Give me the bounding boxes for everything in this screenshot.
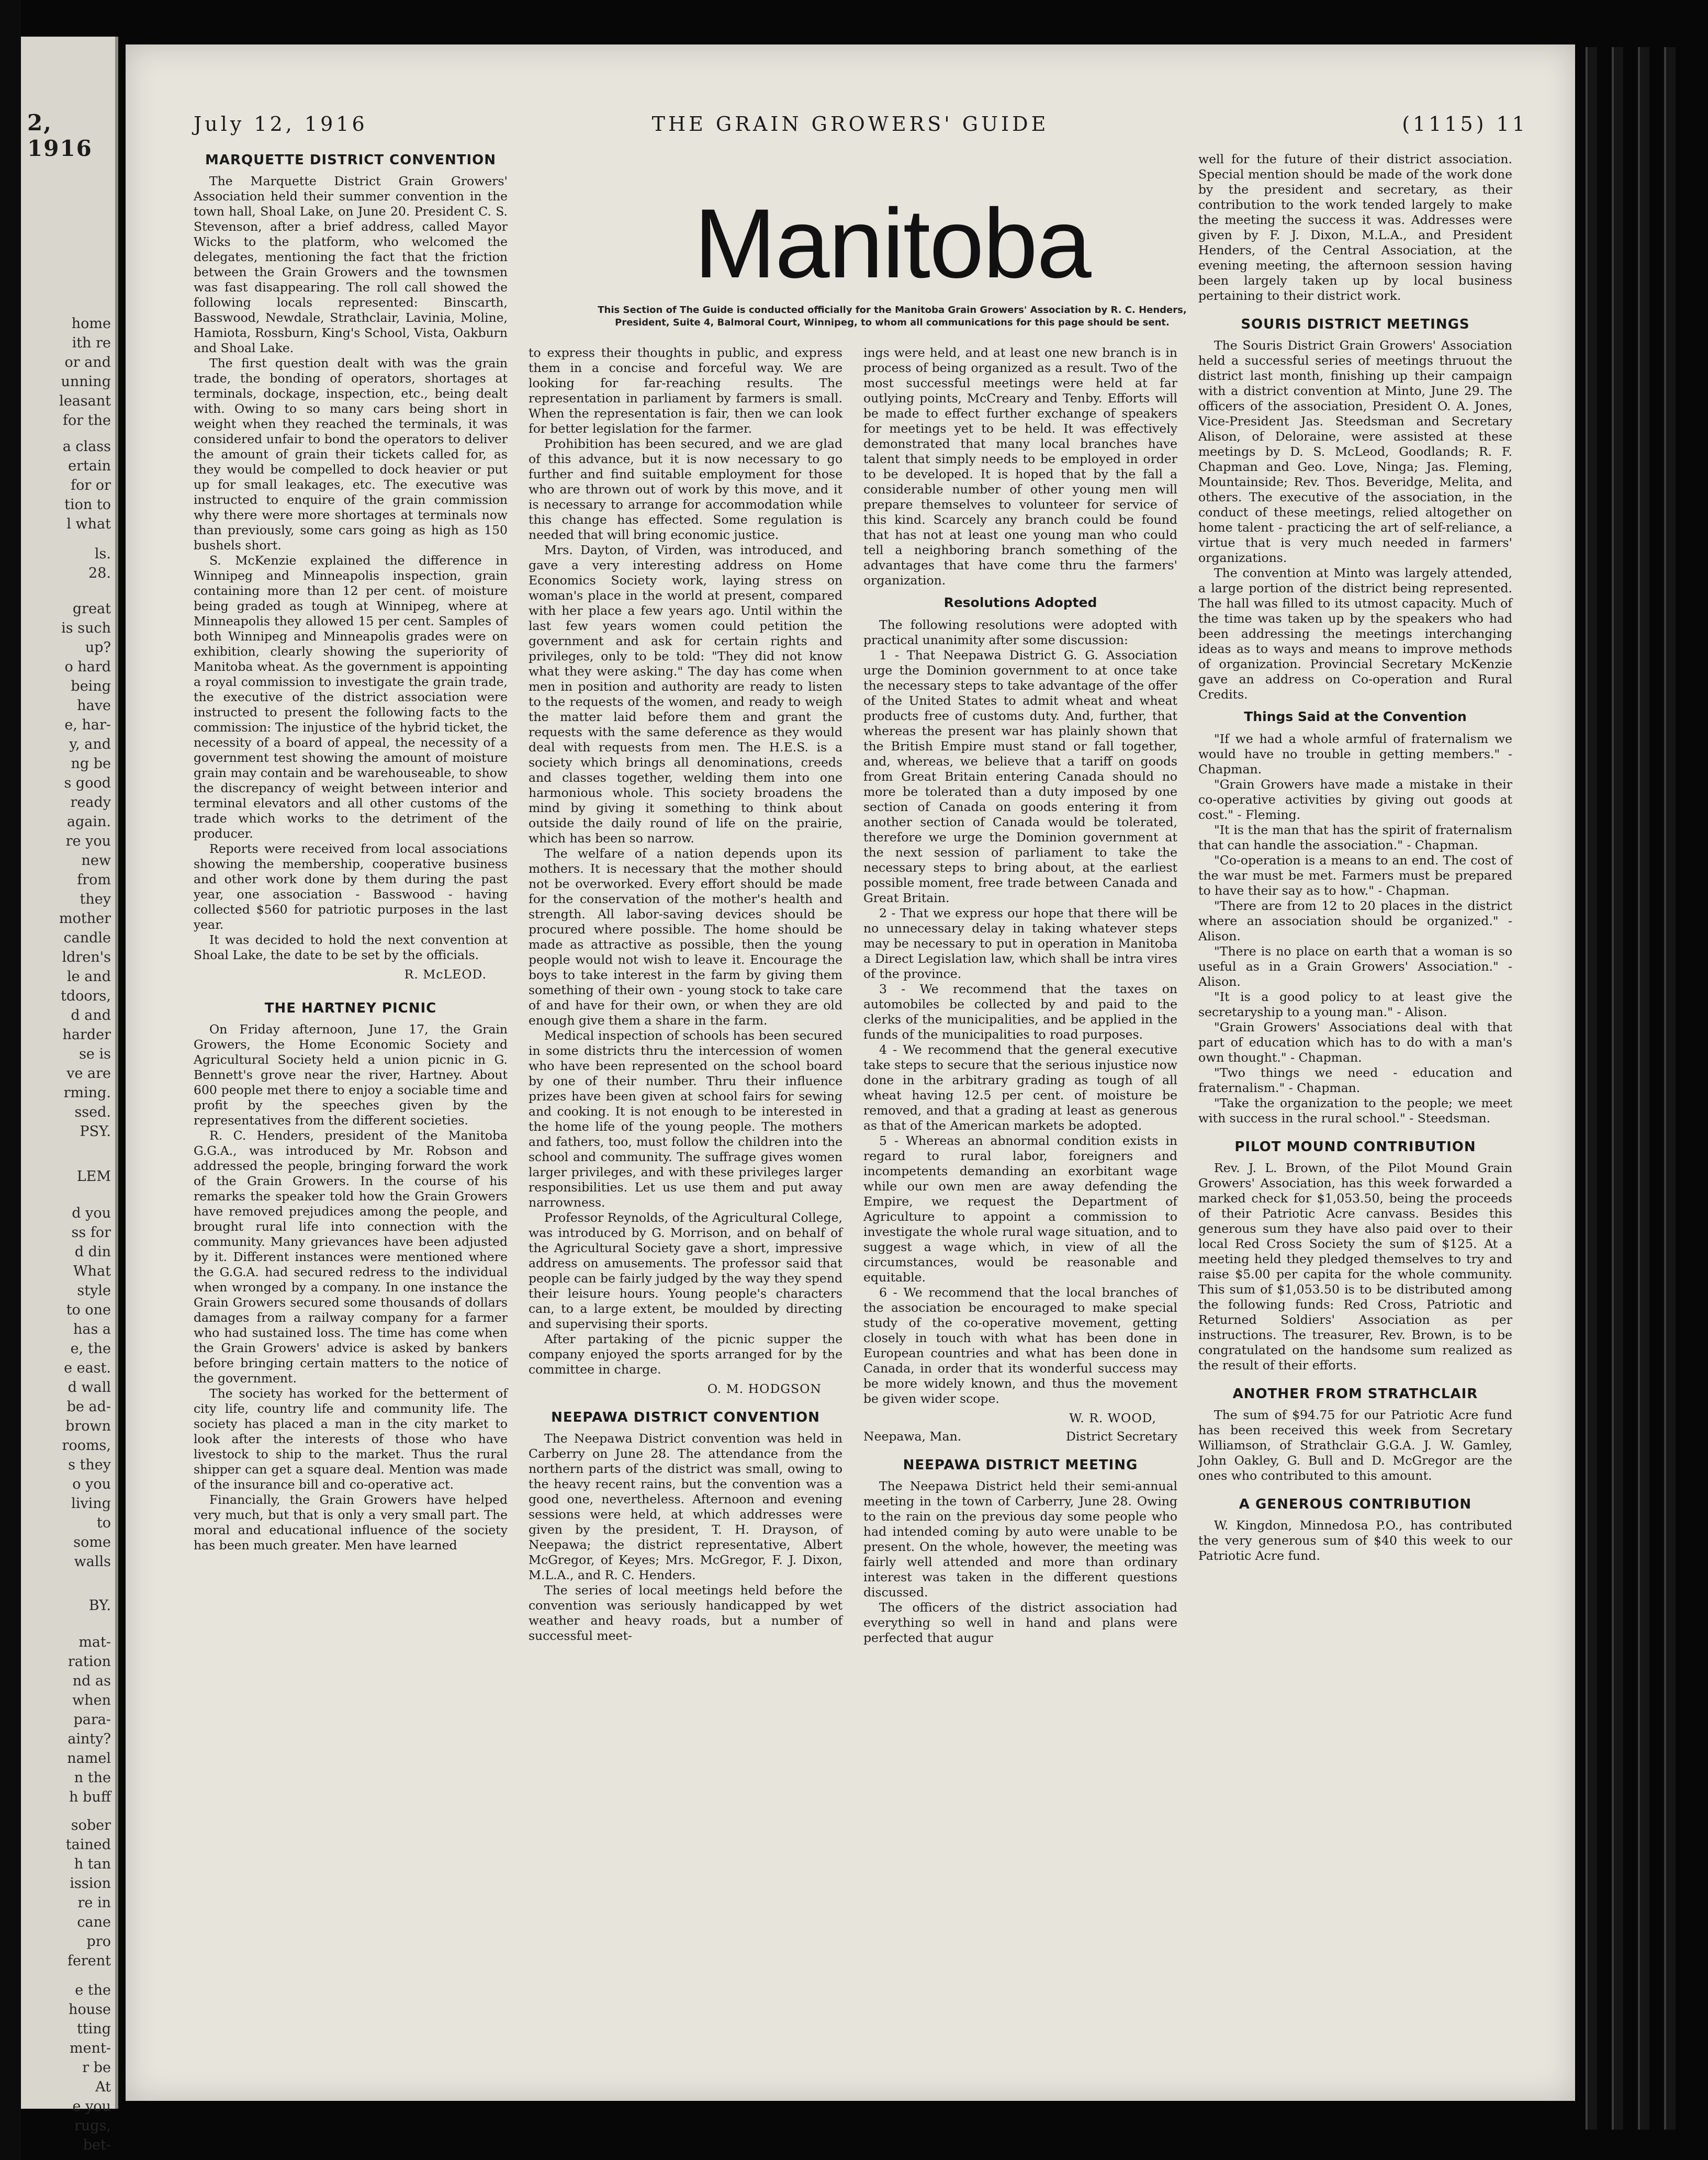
previous-page-line: ve are [66, 1065, 111, 1082]
paragraph: The sum of $94.75 for our Patriotic Acre fund has been received this week from Secretary Williamson, of Strathclair G.G.A. J. W. Gamley, John Oakley, G. Bull and D. McGregor are the ones who contributed to this amount. [1198, 1408, 1512, 1483]
previous-page-line: house [69, 2001, 111, 2018]
previous-page-line: pro [86, 1933, 111, 1950]
article-heading: A GENEROUS CONTRIBUTION [1239, 1497, 1472, 1512]
paragraph: Rev. J. L. Brown, of the Pilot Mound Grain Growers' Association, has this week forwarded a marked check for $1,053.50, being the proceeds of their Patriotic Acre canvass. Besides this generous sum they have also paid over to their local Red Cross Society the sum of $125. At a meeting held they pledged themselves to try and raise $5.00 per capita for the whole community. This sum of $1,053.50 is to be distributed among the following funds: Red Cross, Patriotic and Returned Soldiers' Association as per instructions. The treasurer, Rev. Brown, is to be congratulated on the handsome sum realized as the result of their efforts. [1198, 1161, 1512, 1372]
article-heading: NEEPAWA DISTRICT CONVENTION [551, 1410, 820, 1425]
section-title: Manitoba [694, 188, 1091, 298]
paragraph: "Take the organization to the people; we meet with success in the rural school." - Steedsman. [1198, 1096, 1512, 1126]
previous-page-line: o hard [64, 659, 111, 675]
page-number: (1115) 11 [1402, 113, 1528, 136]
previous-page-line: ls. [94, 546, 111, 562]
previous-page-line: some [73, 1534, 111, 1550]
previous-page-line: o you [72, 1476, 111, 1492]
previous-page-line: home [71, 316, 111, 332]
article-body [194, 1022, 508, 1553]
previous-page-line: ssed. [74, 1104, 111, 1120]
previous-page-line: being [71, 678, 111, 694]
previous-page-line: y, and [69, 736, 111, 752]
previous-page-line: up? [85, 639, 111, 656]
previous-page-line: se is [79, 1046, 111, 1062]
previous-page-line: ainty? [68, 1731, 111, 1747]
previous-page-line: for or [71, 477, 111, 493]
paragraph: Professor Reynolds, of the Agricultural College, was introduced by G. Morrison, and on behalf of the Agricultural Society gave a short, impressive address on amusements. The professor said that people can be fairly judged by the way they spend their leisure hours. Young people's characters can, to a large extent, be moulded by directing and supervising their sports. [529, 1210, 842, 1331]
previous-page-line: r be [82, 2060, 111, 2076]
previous-page-line: What [73, 1263, 111, 1279]
previous-page-line: again. [66, 814, 111, 830]
article-body [529, 1431, 842, 1644]
previous-page-line: re you [65, 833, 111, 849]
paragraph: 5 - Whereas an abnormal condition exists in regard to rural labor, foreigners and incompetents demanding an exorbitant wage while our own men are away defending the Empire, we request the Department of Agriculture to appoint a commission to investigate the whole rural wage situation, and to suggest a wage which, in view of all the circumstances, would be reasonable and equitable. [863, 1133, 1177, 1285]
previous-page-line: l what [66, 516, 111, 532]
publication-name: THE GRAIN GROWERS' GUIDE [651, 113, 1049, 136]
previous-page-line: rming. [63, 1085, 111, 1101]
article-body [1198, 338, 1512, 702]
previous-page-line: to [96, 1515, 111, 1531]
previous-page-line: ss for [71, 1224, 111, 1241]
section-masthead [539, 188, 1245, 329]
previous-page-line: BY. [88, 1598, 111, 1614]
paragraph: ings were held, and at least one new branch is in process of being organized as a result. Two of the most successful meetings were held at far outlying points, McCreary and Tenby. Efforts will be made to effect further exchange of speakers for meetings yet to be held. It was effectively demonstrated that many local branches have talent that simply needs to be employed in order to be developed. It is hoped that by the fall a considerable number of other young men will prepare themselves to volunteer for service of this kind. Scarcely any branch could be found that has not at least one young man who could tell a neighboring branch something of the advantages that have come thru the farmers' organization. [863, 345, 1177, 588]
previous-page-line: le and [67, 969, 111, 985]
previous-page-line: nd as [72, 1673, 111, 1689]
previous-page-line: style [77, 1282, 111, 1299]
previous-page-line: d din [74, 1244, 111, 1260]
previous-page-line: para- [73, 1712, 111, 1728]
previous-page-line: tion to [64, 497, 111, 513]
issue-date: July 12, 1916 [194, 113, 368, 136]
paragraph: Medical inspection of schools has been secured in some districts thru the intercession of women who have been represented on the school board by one of their number. Thru their influence prizes have been given at school fairs for sewing and cooking. It is not enough to be interested in the home life of the young people. The mothers and fathers, too, must follow the children into the school and community. The suffrage gives women larger privileges, and with these privileges larger responsibilities. Let us use them and put away narrowness. [529, 1028, 842, 1210]
section-note: This Section of The Guide is conducted officially for the Manitoba Grain Growers' Association by R. C. Henders, President, Suite 4, Balmoral Court, Winnipeg, to whom all communications for this page should be sent. [598, 305, 1187, 328]
previous-page-line: LEM [76, 1168, 111, 1185]
scan-edge [0, 0, 21, 2160]
paragraph: It was decided to hold the next convention at Shoal Lake, the date to be set by the officials. [194, 932, 508, 962]
paragraph: "It is a good policy to at least give the secretaryship to a young man." - Alison. [1198, 989, 1512, 1019]
previous-page-line: d you [72, 1205, 111, 1221]
paragraph: The following resolutions were adopted with practical unanimity after some discussion: [863, 617, 1177, 647]
previous-page-line: walls [74, 1554, 111, 1570]
previous-page-line: d and [71, 1007, 111, 1023]
article-body [863, 1479, 1177, 1646]
column-1 [194, 152, 508, 1553]
article-heading: THE HARTNEY PICNIC [264, 1000, 437, 1016]
column-2 [529, 345, 842, 1644]
paragraph: The Souris District Grain Growers' Association held a successful series of meetings thruout the district last month, finishing up their campaign with a district convention at Minto, June 29. The officers of the association, President O. A. Jones, Vice-President Jas. Steedsman and Secretary Alison, of Deloraine, were assisted at these meetings by D. S. McLeod, Goodlands; R. F. Chapman and Geo. Love, Ninga; Jas. Fleming, Mountainside; Rev. Thos. Beveridge, Melita, and others. The executive of the association, in the conduct of these meetings, relied altogether on home talent - practicing the art of self-reliance, a virtue that is very much needed in farmers' organizations. [1198, 338, 1512, 565]
previous-page-line: new [81, 852, 111, 869]
previous-page-line: h buff [69, 1789, 111, 1805]
running-head [126, 113, 1575, 144]
signature-details [863, 1429, 1177, 1444]
previous-page-line: PSY. [80, 1123, 111, 1140]
previous-page-line: sober [71, 1817, 111, 1833]
article-body [194, 174, 508, 963]
article-signature: R. McLEOD. [404, 967, 487, 982]
article-heading: ANOTHER FROM STRATHCLAIR [1232, 1386, 1478, 1402]
page-stack-edge [1580, 47, 1701, 2130]
paragraph: "Co-operation is a means to an end. The cost of the war must be met. Farmers must be prepared to have their say as to how." - Chapman. [1198, 853, 1512, 898]
article-subheading: Resolutions Adopted [943, 595, 1097, 610]
paragraph: 3 - We recommend that the taxes on automobiles be collected by and paid to the clerks of the municipalities, and be applied in the funds of the municipalities to road purposes. [863, 982, 1177, 1042]
previous-page-line: when [72, 1692, 111, 1708]
previous-page-line: be ad- [66, 1399, 111, 1415]
previous-page-line: rooms, [62, 1437, 111, 1454]
paragraph: "Grain Growers' Associations deal with that part of education which has to do with a man's own thought." - Chapman. [1198, 1020, 1512, 1065]
previous-page-line: 28. [88, 565, 111, 581]
previous-page-line: brown [65, 1418, 111, 1434]
paragraph: S. McKenzie explained the difference in Winnipeg and Minneapolis inspection, grain containing more than 12 per cent. of moisture being graded as tough at Winnipeg, where at Minneapolis they allowed 15 per cent. Samples of both Winnipeg and Minneapolis grades were on exhibition, clearly showing the superiority of Manitoba wheat. As the government is appointing a royal commission to investigate the grain trade, the executive of the district association were instructed to present the following facts to the commission: The injustice of the hybrid ticket, the necessity of a board of appeal, the necessity of a government test showing the amount of moisture grain may contain and be warehouseable, to show the discrepancy of weight between interior and terminal elevators and all other customs of the trade which works to the detriment of the producer. [194, 553, 508, 841]
paragraph: The Neepawa District convention was held in Carberry on June 28. The attendance from the northern parts of the district was small, owing to the heavy recent rains, but the convention was a good one, nevertheless. Afternoon and evening sessions were held, at which addresses were given by the president, T. H. Drayson, of Neepawa; the district representative, Albert McGregor, of Keyes; Mrs. McGregor, F. J. Dixon, M.L.A., and R. C. Henders. [529, 1431, 842, 1582]
paragraph: W. Kingdon, Minnedosa P.O., has contributed the very generous sum of $40 this week to our Patriotic Acre fund. [1198, 1518, 1512, 1563]
paragraph: The convention at Minto was largely attended, a large portion of the district being represented. The hall was filled to its utmost capacity. Much of the time was taken up by the speakers who had been addressing the meetings interchanging ideas as to ways and means to improve methods of organization. Provincial Secretary McKenzie gave an address on Co-operation and Rural Credits. [1198, 566, 1512, 702]
paragraph: 6 - We recommend that the local branches of the association be encouraged to make special study of the co-operative movement, getting closely in touch with what has been done in European countries and what has been done in Canada, in order that its wonderful success may be more widely known, and thus the movement be given wider scope. [863, 1285, 1177, 1406]
previous-page-line: ferent [67, 1953, 111, 1969]
article-signature: O. M. HODGSON [707, 1381, 822, 1396]
paragraph: The society has worked for the betterment of city life, country life and community life. The society has placed a man in the city market to look after the interests of those who have livestock to ship to the market. Thus the rural shipper can get a square deal. Mention was made of the insurance bill and co-operative act. [194, 1386, 508, 1492]
previous-page-line: is such [61, 620, 111, 636]
previous-page-line: n the [74, 1770, 111, 1786]
article-heading: NEEPAWA DISTRICT MEETING [903, 1457, 1138, 1473]
signature-role: District Secretary [1066, 1429, 1177, 1444]
article-heading: SOURIS DISTRICT MEETINGS [1241, 317, 1470, 332]
previous-page-line: from [77, 872, 111, 888]
previous-page-line: a class [62, 438, 111, 455]
previous-page-line: mat- [78, 1634, 111, 1650]
paragraph: The first question dealt with was the grain trade, the bonding of operators, shortages at terminals, dockage, inspection, etc., being dealt with. Owing to so many cars being short in weight when they reached the terminals, it was considered unfair to bond the operators to deliver the amount of grain their tickets called for, as they would be compelled to dock heavier or put up for small leakages, etc. The executive was instructed to enquire of the grain commission why there were more shortages at terminals now than previously, some cars going as high as 150 bushels short. [194, 356, 508, 553]
previous-page-line: ready [70, 794, 111, 811]
previous-page-line: living [71, 1495, 111, 1512]
previous-page-line: e the [75, 1982, 111, 1998]
previous-page-line: s they [68, 1457, 111, 1473]
previous-page-line: re in [77, 1895, 111, 1911]
previous-page-line: tting [76, 2021, 111, 2037]
article-heading: PILOT MOUND CONTRIBUTION [1234, 1139, 1476, 1155]
previous-page-line: ment- [70, 2040, 111, 2056]
paragraph: Prohibition has been secured, and we are glad of this advance, but it is now necessary to go further and find suitable employment for those who are thrown out of work by this move, and it is necessary to arrange for accommodation while this change has effected. Some regulation is needed that will bring economic justice. [529, 436, 842, 542]
paragraph: On Friday afternoon, June 17, the Grain Growers, the Home Economic Society and Agricultural Society held a union picnic in G. Bennett's grove near the river, Hartney. About 600 people met there to enjoy a sociable time and profit by the speeches given by the representatives from the different societies. [194, 1022, 508, 1128]
previous-page-line: candle [63, 930, 111, 946]
paragraph: "Two things we need - education and fraternalism." - Chapman. [1198, 1065, 1512, 1095]
previous-page-line: e, the [70, 1341, 111, 1357]
paragraph: The series of local meetings held before the convention was seriously handicapped by wet weather and heavy roads, but a number of successful meet- [529, 1583, 842, 1643]
paragraph: 4 - We recommend that the general executive take steps to secure that the serious injustice now done in the arbitrary grading as tough of all wheat having 12.5 per cent. of moisture be removed, and that a grading at least as generous as that of the American markets be adopted. [863, 1042, 1178, 1133]
article-body [863, 345, 1177, 588]
paragraph: 2 - That we express our hope that there will be no unnecessary delay in taking whatever steps may be necessary to put in operation in Manitoba a Direct Legislation law, which shall be intra vires of the province. [863, 906, 1177, 981]
previous-page-line: tdoors, [61, 988, 111, 1004]
paragraph: Reports were received from local associations showing the membership, cooperative business and other work done by them during the past year, one association - Basswood - having collected $560 for patriotic purposes in the last year. [194, 841, 508, 932]
previous-page-line: great [72, 601, 111, 617]
article-body [1198, 732, 1512, 1126]
previous-page-line: ration [68, 1653, 111, 1670]
article-body [1198, 1408, 1512, 1483]
article-body [1198, 1161, 1512, 1373]
column-3 [863, 345, 1177, 1646]
paragraph: After partaking of the picnic supper the company enjoyed the sports arranged for by the committee in charge. [529, 1332, 842, 1377]
previous-page-line: ith re [72, 335, 111, 351]
previous-page-line: h tan [74, 1856, 111, 1872]
previous-page-line: ldren's [62, 949, 111, 965]
article-subheading: Things Said at the Convention [1244, 709, 1467, 724]
previous-page-line: ertain [68, 458, 111, 474]
article-body [529, 345, 842, 1377]
paragraph: The officers of the district association had everything so well in hand and plans were perfected that augur [863, 1600, 1177, 1645]
previous-page-line: e you [72, 2098, 111, 2114]
previous-page-line: or and [64, 354, 111, 370]
previous-page-line: rugs, [74, 2118, 111, 2134]
previous-page-line: At [95, 2079, 111, 2095]
previous-page-fragment [21, 37, 118, 2153]
paragraph: 1 - That Neepawa District G. G. Association urge the Dominion government to at once take the necessary steps to take advantage of the offer of the United States to admit wheat and wheat products free of customs duty. And, further, that whereas the present war has plainly shown that the British Empire must stand or fall together, and, whereas, we believe that a tariff on goods from Great Britain entering Canada should no more be tolerated than a duty imposed by one section of Canada on goods entering it from another section of Canada would be tolerated, therefore we urge the Dominion government at the next session of parliament to take the necessary steps to bring about, at the earliest possible moment, free trade between Canada and Great Britain. [863, 648, 1177, 905]
previous-page-line: leasant [59, 393, 111, 409]
paragraph: "There is no place on earth that a woman is so useful as in a Grain Growers' Association." - Alison. [1198, 944, 1512, 989]
newspaper-page [126, 44, 1575, 2101]
previous-page-line: to one [66, 1302, 111, 1318]
previous-page-line: has a [73, 1321, 111, 1337]
previous-page-line: they [80, 891, 111, 907]
article-body [1198, 1518, 1512, 1563]
previous-page-line: have [77, 698, 111, 714]
paragraph: The Marquette District Grain Growers' Association held their summer convention in the town hall, Shoal Lake, on June 20. President C. S. Stevenson, after a brief address, called Mayor Wicks to the platform, who welcomed the delegates, mentioning the fact that the friction between the Grain Growers and the townsmen was fast disappearing. The roll call showed the following locals represented: Binscarth, Basswood, Newdale, Strathclair, Lavinia, Moline, Hamiota, Rossburn, King's School, Vista, Oakburn and Shoal Lake. [194, 174, 508, 355]
article-body [1198, 152, 1512, 303]
previous-page-line: bet- [83, 2137, 111, 2153]
article-signature: W. R. WOOD, [1069, 1411, 1156, 1425]
previous-page-line: cane [77, 1914, 111, 1930]
previous-page-date: 2, 1916 [27, 110, 93, 161]
paragraph: "There are from 12 to 20 places in the district where an association should be organized." - Alison. [1198, 898, 1512, 943]
previous-page-line: for the [63, 412, 111, 429]
previous-page-line: ission [70, 1875, 111, 1892]
paragraph: well for the future of their district association. Special mention should be made of the work done by the president and secretary, as their contribution to the work tended largely to make the meeting the success it was. Addresses were given by F. J. Dixon, M.L.A., and President Henders, of the Central Association, at the evening meeting, the afternoon session having been largely taken up by local business pertaining to their district work. [1198, 152, 1512, 303]
paragraph: The Neepawa District held their semi-annual meeting in the town of Carberry, June 28. Owing to the rain on the previous day some people who had intended coming by auto were unable to be present. On the whole, however, the meeting was fairly well attended and more than ordinary interest was taken in the different questions discussed. [863, 1479, 1177, 1600]
signature-place: Neepawa, Man. [863, 1429, 962, 1444]
paragraph: "Grain Growers have made a mistake in their co-operative activities by giving out goods at cost." - Fleming. [1198, 777, 1512, 822]
column-4 [1198, 152, 1512, 1563]
previous-page-line: d wall [68, 1379, 111, 1396]
previous-page-line: mother [59, 910, 111, 927]
previous-page-line: harder [62, 1027, 111, 1043]
paragraph: "It is the man that has the spirit of fraternalism that can handle the association." - Chapman. [1198, 823, 1512, 852]
paragraph: "If we had a whole armful of fraternalism we would have no trouble in getting members." - Chapman. [1198, 732, 1512, 777]
article-body [863, 617, 1177, 1407]
previous-page-line: e east. [64, 1360, 111, 1376]
previous-page-line: ng be [71, 756, 111, 772]
previous-page-line: e, har- [64, 717, 111, 733]
paragraph: Financially, the Grain Growers have helped very much, but that is only a very small part. The moral and educational influence of the society has been much greater. Men have learned [194, 1492, 508, 1553]
paragraph: to express their thoughts in public, and express them in a concise and forceful way. We are looking for far-reaching results. The representation in parliament by farmers is small. When the representation is fair, then we can look for better legislation for the farmer. [529, 345, 842, 436]
paragraph: R. C. Henders, president of the Manitoba G.G.A., was introduced by Mr. Robson and addressed the people, bringing forward the work of the Grain Growers. In the course of his remarks the speaker told how the Grain Growers have removed prejudices among the people, and brought rural life into connection with the community. Many grievances have been adjusted by it. Different instances were mentioned where the G.G.A. had secured redress to the individual when wronged by a company. In one instance the Grain Growers secured some thousands of dollars damages from a railway company for a farmer who had sustained loss. The time has come when the Grain Growers' advice is asked by bankers before bringing certain matters to the notice of the government. [194, 1128, 508, 1386]
paragraph: The welfare of a nation depends upon its mothers. It is necessary that the mother should not be overworked. Every effort should be made for the conservation of the mother's health and strength. All labor-saving devices should be procured where possible. The home should be made as attractive as possible, then the young people would not wish to leave it. Encourage the boys to take interest in the farm by giving them something of their own - young stock to take care of and have for their own, or when they are old enough give them a share in the farm. [529, 846, 842, 1028]
previous-page-line: s good [64, 775, 111, 791]
previous-page-line: tained [65, 1837, 111, 1853]
previous-page-line: namel [67, 1750, 111, 1767]
previous-page-line: unning [61, 374, 111, 390]
paragraph: Mrs. Dayton, of Virden, was introduced, and gave a very interesting address on Home Economics Society work, laying stress on woman's place in the world at present, compared with her place a few years ago. Until within the last few years women could petition the government and ask for certain rights and privileges, only to be told: "They did not know what they were asking." The day has come when men in position and authority are ready to listen to the requests of the women, and ready to weigh the matter laid before them and grant the requests with the same deference as they would deal with requests from men. The H.E.S. is a society which brings all denominations, creeds and classes together, welding them into one harmonious whole. This society broadens the mind by giving it something to think about outside the daily round of life on the prairie, which has been so narrow. [529, 543, 842, 846]
article-heading: MARQUETTE DISTRICT CONVENTION [205, 152, 496, 168]
